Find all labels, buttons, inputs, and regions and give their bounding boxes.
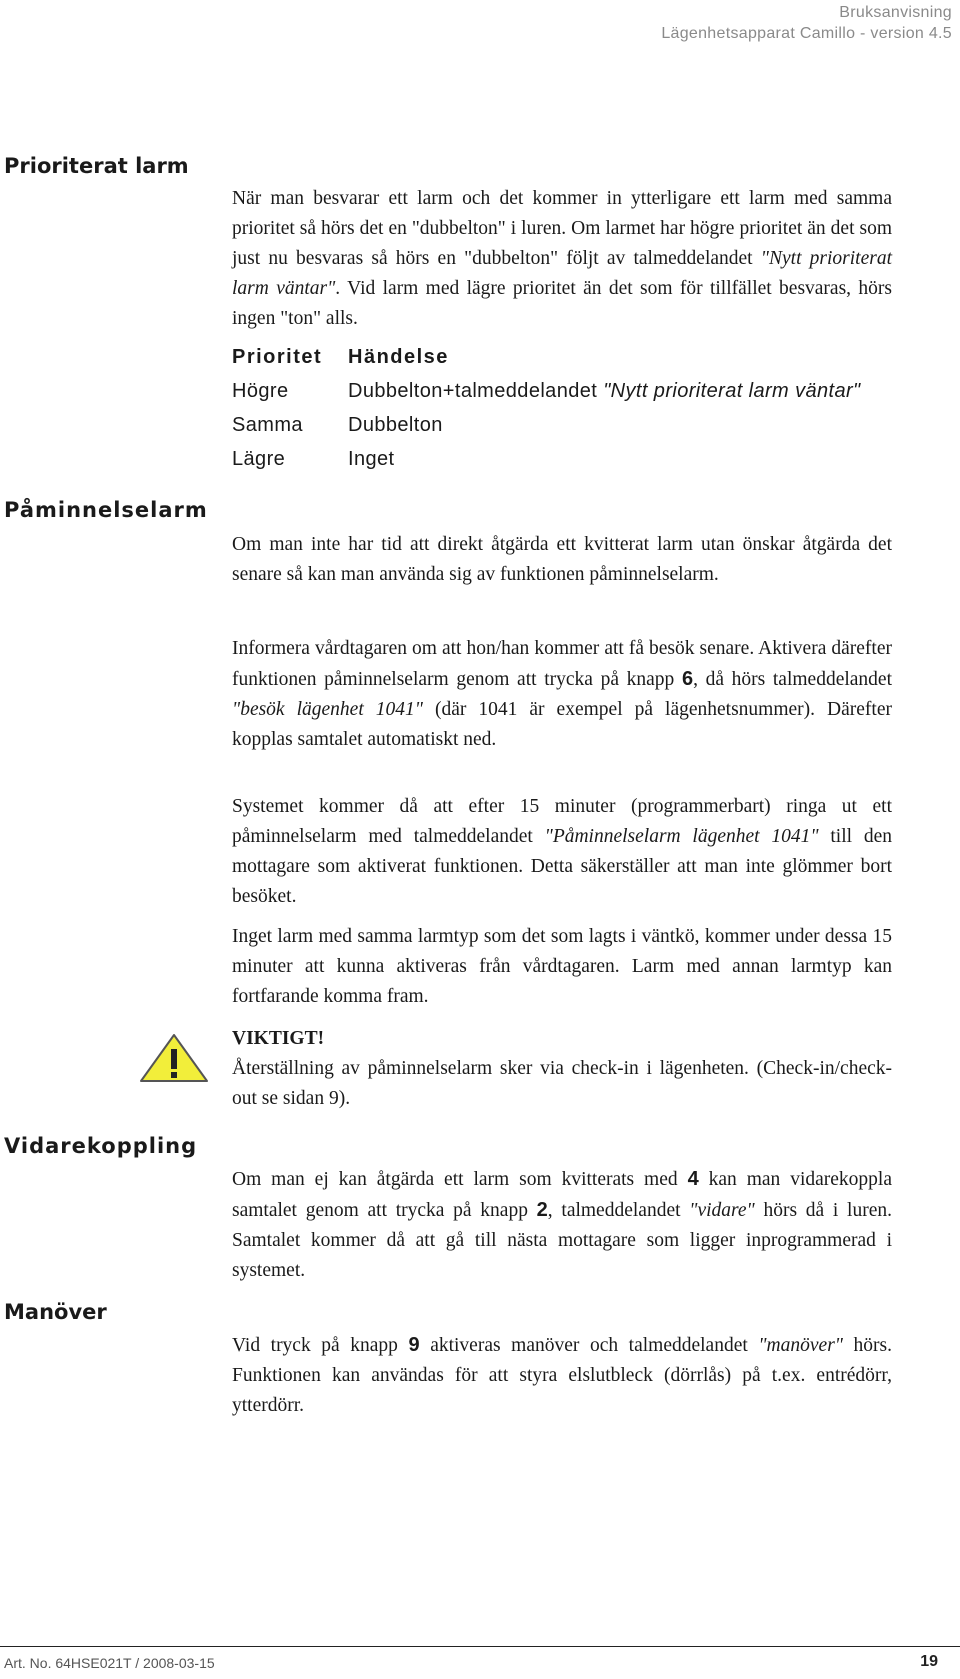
- column-header-priority: Prioritet: [232, 345, 323, 368]
- paminnelse-paragraph-1: Om man inte har tid att direkt åtgärda ett kvitterat larm utan önskar åtgärda det senare så kan man använda sig av funktionen påminnelselarm.: [232, 534, 892, 585]
- key-label: 2: [536, 1199, 548, 1221]
- text: kan man vidarekoppla samtalet genom att trycka på knapp: [232, 1169, 892, 1221]
- important-note: [232, 1024, 892, 1114]
- text: Om man ej kan åtgärda ett larm som kvitterats med: [232, 1169, 688, 1190]
- text: aktiveras manöver och talmeddelandet: [419, 1335, 759, 1356]
- speech-message: "vidare": [689, 1200, 755, 1221]
- speech-message: "Påminnelselarm lägenhet 1041": [544, 826, 819, 847]
- page-number: 19: [920, 1653, 938, 1670]
- important-title: VIKTIGT!: [232, 1028, 325, 1049]
- priority-table: [232, 340, 861, 476]
- priority-cell: Samma: [232, 413, 303, 436]
- key-label: 6: [681, 668, 694, 690]
- text: , då hörs talmeddelandet: [693, 669, 892, 690]
- paminnelse-paragraph-2: [232, 634, 892, 755]
- table-row: [232, 442, 861, 476]
- table-row: [232, 374, 861, 408]
- event-speech: "Nytt prioriterat larm väntar": [603, 379, 861, 402]
- section-title-prioriterat: Prioriterat larm: [4, 154, 189, 178]
- article-number: Art. No. 64HSE021T / 2008-03-15: [4, 1655, 215, 1671]
- manover-paragraph: [232, 1330, 892, 1421]
- key-label: 4: [687, 1168, 699, 1190]
- paminnelse-paragraph-3: [232, 792, 892, 912]
- text: , talmeddelandet: [547, 1200, 690, 1221]
- paminnelse-paragraph-4: Inget larm med samma larmtyp som det som lagts i väntkö, kommer under dessa 15 minuter att kunna aktiveras från vårdtagaren. Larm med annan larmtyp kan fortfarande komma fram.: [232, 926, 892, 1007]
- key-label: 9: [408, 1334, 420, 1356]
- section-title-vidarekoppling: Vidarekoppling: [4, 1134, 198, 1158]
- header-title: Bruksanvisning: [839, 4, 952, 21]
- vidarekoppling-paragraph: [232, 1164, 892, 1286]
- event-cell: Inget: [348, 447, 395, 470]
- important-text: Återställning av påminnelselarm sker via check-in i lägenheten. (Check-in/check-out se sidan 9).: [232, 1058, 892, 1109]
- event-cell: [348, 374, 861, 408]
- column-header-event: Händelse: [348, 345, 449, 368]
- text: till den mottagare som aktiverat funktionen. Detta säkerställer att man inte glömmer bort besöket.: [232, 826, 892, 907]
- text: Systemet kommer då att efter 15 minuter (programmerbart) ringa ut ett påminnelselarm med talmeddelandet: [232, 796, 892, 847]
- text: Vid tryck på knapp: [232, 1335, 409, 1356]
- priority-cell: Lägre: [232, 447, 286, 470]
- priority-cell: Högre: [232, 379, 289, 402]
- section-title-paminnelselarm: Påminnelselarm: [4, 498, 208, 522]
- page-footer: [0, 1646, 960, 1679]
- header-subtitle: Lägenhetsapparat Camillo - version 4.5: [661, 25, 952, 42]
- prioriterat-paragraph: [232, 184, 892, 334]
- text: hörs då i luren. Samtalet kommer då att gå till nästa mottagare som ligger inprogrammerad i systemet.: [232, 1200, 892, 1281]
- text: . Vid larm med lägre prioritet än det som för tillfället besvaras, hörs ingen "ton" alls.: [232, 278, 892, 329]
- speech-message: "besök lägenhet 1041": [232, 699, 423, 720]
- text: hörs. Funktionen kan användas för att styra elslutbleck (dörrlås) på t.ex. entrédörr, ytterdörr.: [232, 1335, 892, 1416]
- text: (där 1041 är exempel på lägenhetsnummer). Därefter kopplas samtalet automatiskt ned.: [232, 699, 892, 750]
- document-header: [661, 2, 952, 44]
- text: Informera vårdtagaren om att hon/han kommer att få besök senare. Aktivera därefter funktionen påminnelselarm genom att trycka på knapp: [232, 638, 892, 690]
- speech-message: "Nytt prioriterat larm väntar": [232, 248, 893, 299]
- section-title-manover: Manöver: [4, 1300, 107, 1324]
- event-text: Dubbelton+talmeddelandet: [348, 379, 604, 402]
- table-header-row: [232, 340, 861, 374]
- text: När man besvarar ett larm och det kommer in ytterligare ett larm med samma prioritet så hörs det en "dubbelton" i luren. Om larmet har högre prioritet än det som just nu besvaras så hörs en "dubbelton" följt av talmeddelandet: [232, 188, 892, 269]
- speech-message: "manöver": [758, 1335, 843, 1356]
- table-row: [232, 408, 861, 442]
- event-cell: Dubbelton: [348, 413, 443, 436]
- warning-triangle-icon: [138, 1032, 210, 1084]
